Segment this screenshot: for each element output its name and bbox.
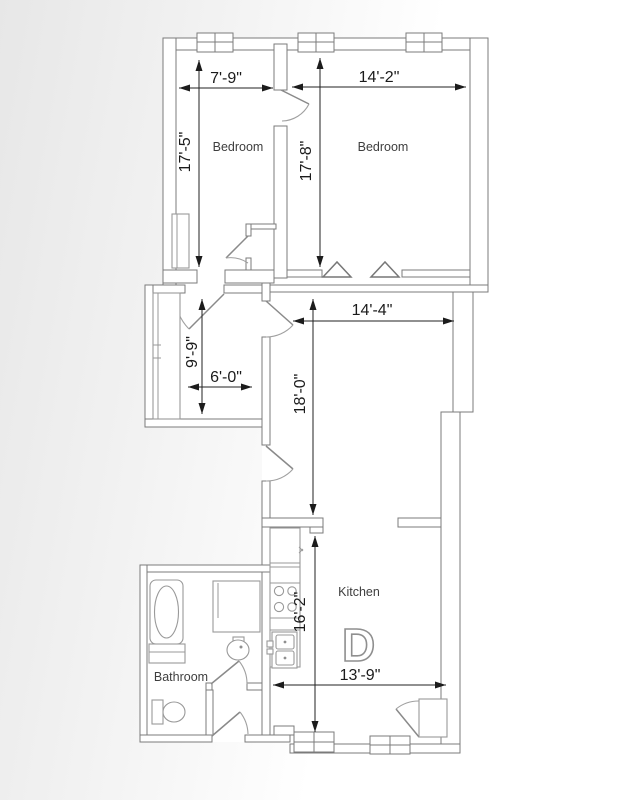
wall-segment xyxy=(310,527,323,533)
wall-segment xyxy=(398,518,441,527)
wall-segment xyxy=(145,285,153,427)
wall-segment xyxy=(262,337,270,445)
wall-segment xyxy=(262,518,323,527)
dimension-label: 16'-2" xyxy=(292,591,309,633)
wall-segment xyxy=(245,735,290,742)
room-label-bedroom2: Bedroom xyxy=(357,140,409,154)
dimension-label: 14'-2" xyxy=(358,69,400,86)
wall-segment xyxy=(145,419,270,427)
appliance-d-icon: D xyxy=(342,619,376,671)
wall-segment xyxy=(246,258,251,270)
vanity-shelf-icon xyxy=(149,644,185,663)
closet-column xyxy=(153,293,180,419)
window-icon xyxy=(370,736,410,754)
wall-segment xyxy=(274,726,294,735)
shower-closet-icon xyxy=(213,581,260,632)
wall-segment xyxy=(206,690,213,735)
dimension-label: 9'-9" xyxy=(184,336,201,368)
window-icon xyxy=(298,33,334,52)
wall-segment xyxy=(247,683,262,690)
wall-segment xyxy=(274,126,287,278)
room-label-kitchen: Kitchen xyxy=(338,585,380,599)
wall-segment xyxy=(246,224,251,236)
dimension-label: 7'-9" xyxy=(210,70,242,87)
wall-segment xyxy=(287,270,322,277)
dimension-label: 6'-0" xyxy=(210,369,242,386)
dimension-label: 18'-0" xyxy=(292,373,309,415)
wall-segment xyxy=(262,283,270,301)
window-icon xyxy=(294,732,334,752)
toilet-icon xyxy=(152,700,185,724)
dimension-label: 17'-8" xyxy=(298,140,315,182)
window-icon xyxy=(406,33,442,52)
wall-segment xyxy=(262,285,488,292)
wall-segment xyxy=(453,292,473,412)
room-label-bedroom1: Bedroom xyxy=(212,140,264,154)
kitchen-sink-icon xyxy=(267,632,297,668)
wall-segment xyxy=(225,270,274,283)
bathtub-icon xyxy=(150,580,183,644)
wall-segment xyxy=(402,270,470,277)
wall-segment xyxy=(274,44,287,90)
entry-closet xyxy=(419,699,447,737)
wall-segment xyxy=(470,38,488,292)
wall-segment xyxy=(140,565,270,572)
wall-segment xyxy=(163,270,197,283)
wall-segment xyxy=(140,565,147,742)
room-label-bathroom: Bathroom xyxy=(153,670,209,684)
dimension-label: 17'-5" xyxy=(177,131,194,173)
wall-segment xyxy=(140,735,212,742)
dimension-label: 13'-9" xyxy=(339,667,381,684)
dimension-label: 14'-4" xyxy=(351,302,393,319)
window-icon xyxy=(197,33,233,52)
radiator-icon xyxy=(172,214,189,268)
